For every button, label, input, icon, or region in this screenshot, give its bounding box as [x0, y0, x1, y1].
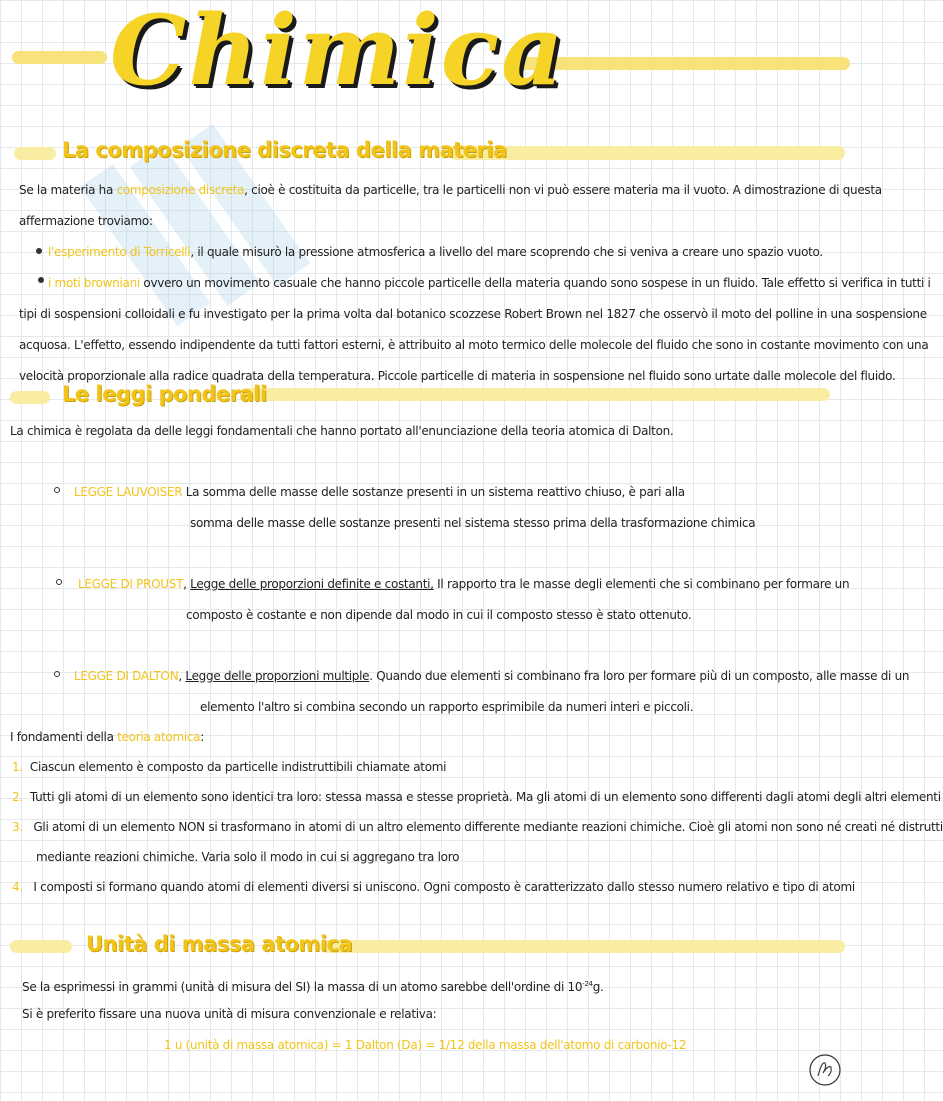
law-bullet [54, 487, 60, 493]
p1-text-a: Se la materia ha [19, 183, 117, 197]
list-number: 4. [12, 880, 23, 894]
foundations-highlight: teoria atomica [117, 730, 201, 744]
list-item [12, 880, 855, 894]
bullet-torricelli [48, 245, 823, 259]
list-number: 3. [12, 820, 23, 834]
law-bullet [56, 579, 62, 585]
section3-line2: Si è preferito fissare una nuova unità di misura convenzionale e relativa: [22, 1007, 437, 1021]
law-proust [78, 577, 849, 591]
list-text: I composti si formano quando atomi di elementi diversi si uniscono. Ogni composto è caratterizzato dallo stesso numero relativo e tipo di atomi [33, 880, 855, 894]
bullet-brownian [48, 276, 931, 290]
section3-formula: 1 u (unità di massa atomica) = 1 Dalton (Da) = 1/12 della massa dell'atomo di carbonio-12 [164, 1038, 687, 1052]
law-line1: Il rapporto tra le masse degli elementi che si combinano per formare un [433, 577, 850, 591]
law-name: LEGGE LAUVOISER [74, 485, 183, 499]
p1-text-b: , cioè è costituita da particelle, tra le particelli non vi può essere materia ma il vuoto. A dimostrazione di questa [244, 183, 882, 197]
section3-line1-a: Se la esprimessi in grammi (unità di misura del SI) la massa di un atomo sarebbe dell'ordine di 10 [22, 980, 583, 994]
section3-bar-right [320, 940, 845, 953]
list-item [12, 760, 446, 774]
law-bullet [54, 671, 60, 677]
brownian-line2: tipi di sospensioni colloidali e fu investigato per la prima volta dal botanico scozzese Robert Brown nel 1827 che osservò il moto del polline in una sospensione [19, 307, 927, 321]
section1-bar-right [450, 146, 845, 160]
brownian-highlight: i moti browniani [48, 276, 140, 290]
law-dalton [74, 669, 909, 683]
bullet-dot [38, 277, 44, 283]
list-number: 1. [12, 760, 23, 774]
law-line1: La somma delle masse delle sostanze presenti in un sistema reattivo chiuso, è pari alla [182, 485, 685, 499]
signature-logo-icon [808, 1053, 842, 1087]
p1-highlight: composizione discreta [116, 183, 245, 197]
list-text: Ciascun elemento è composto da particelle indistruttibili chiamate atomi [29, 760, 447, 774]
section1-paragraph [19, 183, 882, 197]
section1-bar-left [14, 147, 56, 160]
foundations-text: I fondamenti della [10, 730, 118, 744]
law-lavoisier [74, 485, 685, 499]
list-text: Gli atomi di un elemento NON si trasformano in atomi di un altro elemento differente mediante reazioni chimiche. Cioè gli atomi non sono né creati né distrutti [33, 820, 943, 834]
brownian-line3: acquosa. L'effetto, essendo indipendente da tutti fattori esterni, è attribuito al moto termico delle molecole del fluido che sono in costante movimento con una [19, 338, 929, 352]
law-subtitle: Legge delle proporzioni definite e costanti, [190, 577, 434, 591]
law-lavoisier-line2: somma delle masse delle sostanze presenti nel sistema stesso prima della trasformazione chimica [190, 516, 756, 530]
title-bar-left [12, 51, 107, 64]
law-subtitle: Legge delle proporzioni multiple [185, 669, 370, 683]
torricelli-text: , il quale misurò la pressione atmosferica a livello del mare scoprendo che si veniva a creare uno spazio vuoto. [190, 245, 823, 259]
list-number: 2. [12, 790, 23, 804]
section3-heading: Unità di massa atomica [86, 932, 353, 956]
law-comma: , [178, 669, 186, 683]
section3-exponent: -24 [582, 980, 593, 988]
section2-bar-left [10, 391, 50, 404]
list-text: Tutti gli atomi di un elemento sono identici tra loro: stessa massa e stesse proprietà. Ma gli atomi di un elemento sono differenti dagli atomi degli altri elementi [29, 790, 941, 804]
foundations-heading [10, 730, 204, 744]
torricelli-highlight: l'esperimento di Torricelli [48, 245, 191, 259]
brownian-line4: velocità proporzionale alla radice quadrata della temperatura. Piccole particelle di materia in sospensione nel fluido sono urtate dalle molecole del fluido. [19, 369, 896, 383]
law-line1: . Quando due elementi si combinano fra loro per formare più di un composto, alle masse di un [369, 669, 910, 683]
law-proust-line2: composto è costante e non dipende dal modo in cui il composto stesso è stato ottenuto. [186, 608, 692, 622]
section1-heading: La composizione discreta della materia [62, 138, 507, 162]
brownian-text: ovvero un movimento casuale che hanno piccole particelle della materia quando sono sospese in un fluido. Tale effetto si verifica in tutti i [139, 276, 931, 290]
law-dalton-line2: elemento l'altro si combina secondo un rapporto esprimibile da numeri interi e piccoli. [200, 700, 694, 714]
list-item [12, 820, 943, 834]
section2-intro: La chimica è regolata da delle leggi fondamentali che hanno portato all'enunciazione della teoria atomica di Dalton. [10, 424, 674, 438]
law-comma: , [183, 577, 191, 591]
foundations-colon: : [200, 730, 204, 744]
law-name: LEGGE DI DALTON [74, 669, 179, 683]
p1-continuation: affermazione troviamo: [19, 214, 153, 228]
section3-line1-b: g. [592, 980, 604, 994]
bullet-dot [36, 248, 42, 254]
section2-heading: Le leggi ponderali [62, 382, 267, 406]
section3-line1 [22, 977, 604, 994]
page-title: Chimica [110, 0, 566, 107]
list-item [12, 790, 941, 804]
list-item-continuation: mediante reazioni chimiche. Varia solo il modo in cui si aggregano tra loro [36, 850, 460, 864]
section3-bar-left [10, 940, 72, 953]
law-name: LEGGE DI PROUST [78, 577, 184, 591]
section2-bar-right [240, 388, 830, 401]
